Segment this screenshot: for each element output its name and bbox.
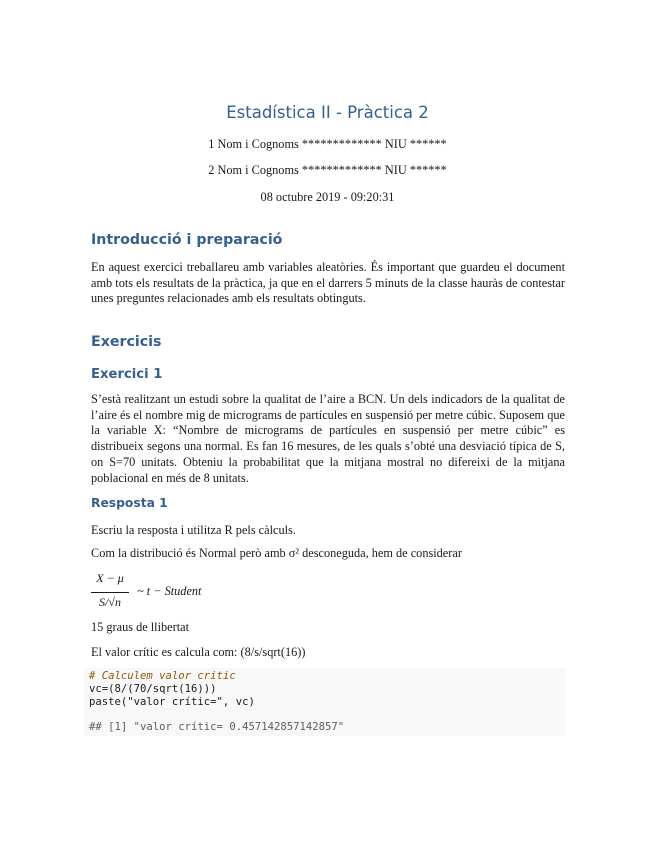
formula-rhs: ~ t − Student xyxy=(137,584,202,598)
answer-1-heading: Resposta 1 xyxy=(91,496,168,510)
intro-paragraph: En aquest exercici treballareu amb variables aleatòries. És important que guardeu el document amb tots els resultats de la pràctica, ja que en el darrers 5 minuts de la classe hauràs de contestar unes preguntes relacionades amb els resultats obtinguts. xyxy=(91,260,565,306)
exercise-1-paragraph: S’està realitzant un estudi sobre la qualitat de l’aire a BCN. Un dels indicadors de la qualitat de l’aire és el nombre mig de micrograms de partícules en suspensió per metre cúbic. Suposem que la variable X: “Nombre de micrograms de partícules en suspensió per metre cúbic” es distribueix segons una normal. Es fan 16 mesures, de les quals s’obté una desviació típica de S, on S=70 unitats. Obteniu la probabilitat que la mitjana mostral no difereixi de la mitjana poblacional en més de 8 unitats. xyxy=(91,392,565,485)
document-date: 08 octubre 2019 - 09:20:31 xyxy=(260,190,395,204)
code-line-3: paste("valor crític=", vc) xyxy=(89,696,255,708)
formula-fraction xyxy=(91,571,131,613)
fraction-rule xyxy=(91,592,129,593)
exercises-heading: Exercicis xyxy=(91,334,162,350)
code-line-2: vc=(8/(70/sqrt(16))) xyxy=(89,683,217,695)
code-comment: # Calculem valor critic xyxy=(89,670,236,682)
author-line-2: 2 Nom i Cognoms ************* NIU ****** xyxy=(208,163,447,177)
intro-heading: Introducció i preparació xyxy=(91,232,283,248)
answer-instruction: Escriu la resposta i utilitza R pels càlculs. xyxy=(91,523,296,537)
formula-denominator: S/√n xyxy=(99,595,121,609)
author-line-1: 1 Nom i Cognoms ************* NIU ****** xyxy=(208,137,447,151)
exercise-1-heading: Exercici 1 xyxy=(91,367,163,382)
critical-value-text: El valor crític es calcula com: (8/s/sqrt(16)) xyxy=(91,645,306,659)
answer-distribution-text: Com la distribució és Normal però amb σ² desconeguda, hem de considerar xyxy=(91,546,462,560)
document-title: Estadística II - Pràctica 2 xyxy=(226,103,429,122)
code-output: ## [1] "valor crític= 0.457142857142857" xyxy=(89,721,345,733)
code-block xyxy=(84,668,566,736)
formula-numerator: X − μ xyxy=(96,571,124,585)
degrees-of-freedom: 15 graus de llibertat xyxy=(91,620,190,634)
